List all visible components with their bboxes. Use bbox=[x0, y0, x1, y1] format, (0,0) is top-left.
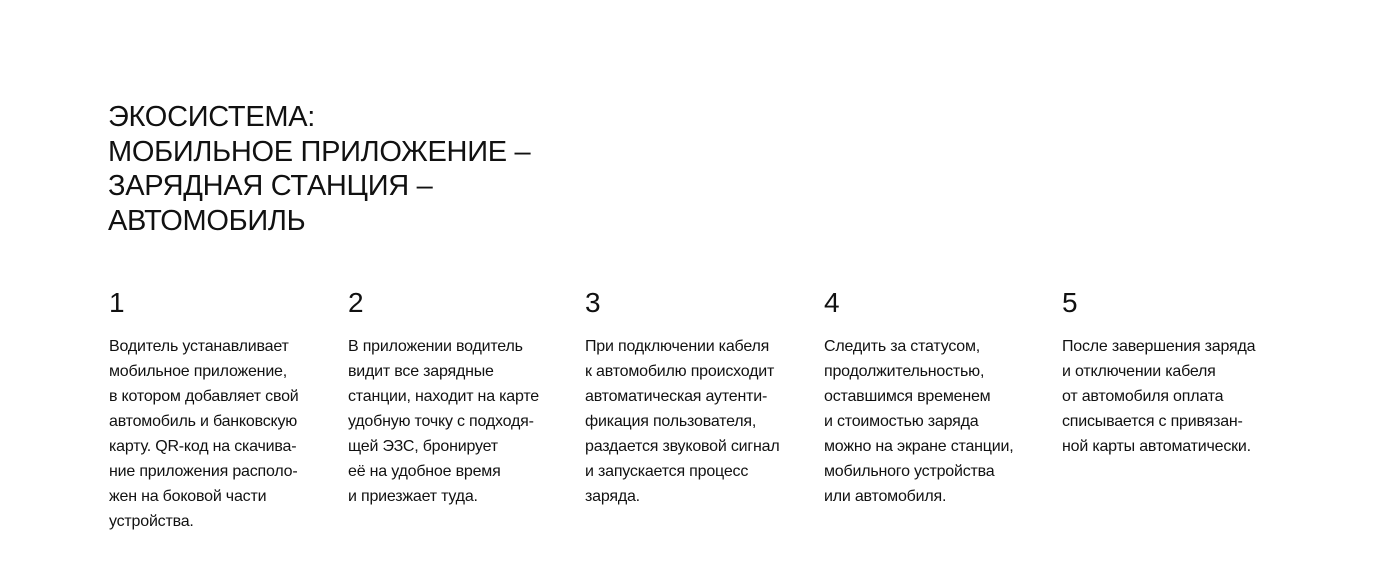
title-line: ЭКОСИСТЕМА: bbox=[108, 101, 316, 133]
step-description bbox=[585, 334, 820, 509]
step-text-line: станции, находит на карте bbox=[348, 388, 539, 405]
step-4 bbox=[824, 286, 1059, 509]
step-text-line: и приезжает туда. bbox=[348, 488, 478, 505]
step-description bbox=[1062, 334, 1297, 459]
step-text-line: к автомобилю происходит bbox=[585, 363, 775, 380]
step-text-line: В приложении водитель bbox=[348, 338, 523, 355]
step-1 bbox=[109, 286, 344, 534]
step-description bbox=[824, 334, 1059, 509]
step-5 bbox=[1062, 286, 1297, 459]
step-text-line: жен на боковой части bbox=[109, 488, 267, 505]
step-text-line: можно на экране станции, bbox=[824, 438, 1014, 455]
step-description bbox=[109, 334, 344, 534]
step-text-line: списывается с привязан- bbox=[1062, 413, 1243, 430]
step-text-line: После завершения заряда bbox=[1062, 338, 1256, 355]
step-number: 4 bbox=[824, 287, 840, 318]
step-text-line: фикация пользователя, bbox=[585, 413, 757, 430]
step-text-line: мобильного устройства bbox=[824, 463, 995, 480]
step-text-line: видит все зарядные bbox=[348, 363, 494, 380]
step-text-line: оставшимся временем bbox=[824, 388, 991, 405]
title-line: МОБИЛЬНОЕ ПРИЛОЖЕНИЕ – bbox=[108, 135, 531, 168]
step-text-line: или автомобиля. bbox=[824, 488, 947, 505]
step-text-line: Водитель устанавливает bbox=[109, 338, 289, 355]
step-text-line: ние приложения располо- bbox=[109, 463, 298, 480]
step-text-line: автоматическая аутенти- bbox=[585, 388, 768, 405]
step-2 bbox=[348, 286, 583, 509]
title-line: АВТОМОБИЛЬ bbox=[108, 204, 306, 237]
step-text-line: Следить за статусом, bbox=[824, 338, 981, 355]
page-title bbox=[108, 100, 708, 238]
title-line: ЗАРЯДНАЯ СТАНЦИЯ – bbox=[108, 170, 433, 202]
step-text-line: устройства. bbox=[109, 513, 194, 530]
step-text-line: щей ЭЗС, бронирует bbox=[348, 438, 498, 455]
step-text-line: в котором добавляет свой bbox=[109, 388, 299, 405]
step-text-line: и отключении кабеля bbox=[1062, 363, 1216, 380]
step-text-line: карту. QR-код на скачива- bbox=[109, 438, 297, 455]
step-text-line: При подключении кабеля bbox=[585, 338, 770, 355]
step-text-line: автомобиль и банковскую bbox=[109, 413, 298, 430]
step-text-line: продолжительностью, bbox=[824, 363, 985, 380]
step-text-line: от автомобиля оплата bbox=[1062, 388, 1224, 405]
step-text-line: ной карты автоматически. bbox=[1062, 438, 1251, 455]
step-text-line: раздается звуковой сигнал bbox=[585, 438, 780, 455]
step-number: 1 bbox=[109, 287, 125, 318]
step-number: 2 bbox=[348, 287, 364, 318]
step-number: 3 bbox=[585, 287, 601, 318]
step-description bbox=[348, 334, 583, 509]
step-number: 5 bbox=[1062, 287, 1078, 318]
step-text-line: и запускается процесс bbox=[585, 463, 749, 480]
step-text-line: и стоимостью заряда bbox=[824, 413, 979, 430]
step-text-line: удобную точку с подходя- bbox=[348, 413, 534, 430]
step-text-line: заряда. bbox=[585, 488, 640, 505]
step-3 bbox=[585, 286, 820, 509]
step-text-line: мобильное приложение, bbox=[109, 363, 288, 380]
step-text-line: её на удобное время bbox=[348, 463, 501, 480]
